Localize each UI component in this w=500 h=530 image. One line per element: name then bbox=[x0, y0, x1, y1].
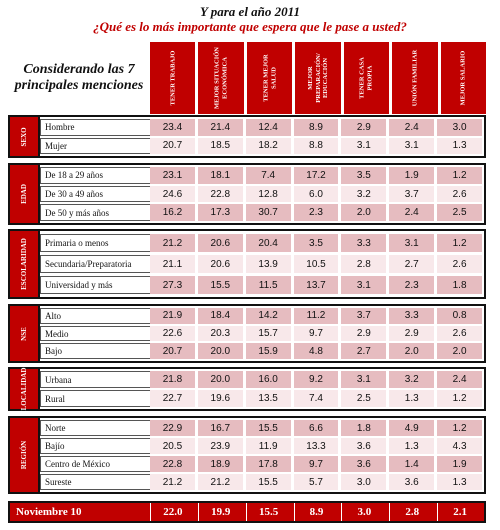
table-row bbox=[40, 204, 484, 221]
table-cell: 1.9 bbox=[437, 456, 482, 472]
table-cell: 13.5 bbox=[246, 390, 291, 407]
row-cells bbox=[150, 438, 484, 454]
table-cell: 15.5 bbox=[246, 420, 291, 436]
column-header: TENER MEJOR SALUD bbox=[247, 42, 292, 114]
total-row bbox=[8, 501, 486, 523]
table-cell: 1.2 bbox=[437, 420, 482, 436]
row-label: Bajo bbox=[40, 343, 150, 359]
row-label: De 18 a 29 años bbox=[40, 167, 150, 184]
table-cell: 3.3 bbox=[341, 234, 386, 252]
column-headers bbox=[150, 42, 486, 114]
table-cell: 21.4 bbox=[198, 119, 243, 136]
corner-label: Considerando las 7 principales menciones bbox=[14, 62, 144, 93]
row-cells bbox=[150, 186, 484, 203]
table-cell: 22.9 bbox=[150, 420, 195, 436]
row-label: Alto bbox=[40, 308, 150, 324]
table-cell: 2.7 bbox=[341, 343, 386, 359]
table-cell: 1.3 bbox=[437, 138, 482, 155]
table-cell: 30.7 bbox=[246, 204, 291, 221]
table-cell: 9.2 bbox=[294, 371, 339, 388]
table-cell: 2.0 bbox=[389, 343, 434, 359]
table-cell: 18.4 bbox=[198, 308, 243, 324]
table-cell: 20.6 bbox=[198, 234, 243, 252]
table-cell: 15.5 bbox=[198, 276, 243, 294]
table-row bbox=[40, 343, 484, 359]
column-header: TENER CASA PROPIA bbox=[344, 42, 389, 114]
table-cell: 23.4 bbox=[150, 119, 195, 136]
table-cell: 15.5 bbox=[246, 474, 291, 490]
row-cells bbox=[150, 390, 484, 407]
column-header: UNIÓN FAMILIAR bbox=[392, 42, 437, 114]
table-row bbox=[40, 255, 484, 273]
table-cell: 17.3 bbox=[198, 204, 243, 221]
table-cell: 2.4 bbox=[437, 371, 482, 388]
column-header: MEJOR SITUACIÓN ECONÓMICA bbox=[198, 42, 243, 114]
row-label: Urbana bbox=[40, 371, 150, 388]
column-header: MEJOR SALARIO bbox=[441, 42, 486, 114]
table-row bbox=[40, 308, 484, 324]
table-row bbox=[40, 186, 484, 203]
table-cell: 22.8 bbox=[198, 186, 243, 203]
table-cell: 20.3 bbox=[198, 326, 243, 342]
table-cell: 2.7 bbox=[389, 255, 434, 273]
table-cell: 2.3 bbox=[294, 204, 339, 221]
row-label: Hombre bbox=[40, 119, 150, 136]
table-cell: 23.1 bbox=[150, 167, 195, 184]
column-header: MEJOR PREPARACIÓN/ EDUCACIÓN bbox=[295, 42, 340, 114]
table-cell: 3.7 bbox=[389, 186, 434, 203]
table-cell: 18.2 bbox=[246, 138, 291, 155]
table-cell: 11.2 bbox=[294, 308, 339, 324]
table-row bbox=[40, 326, 484, 342]
total-cell: 19.9 bbox=[198, 503, 243, 521]
group-label: REGIÓN bbox=[10, 418, 40, 492]
table-cell: 16.0 bbox=[246, 371, 291, 388]
page-subtitle: ¿Qué es lo más importante que espera que le pase a usted? bbox=[93, 19, 407, 34]
table-cell: 3.3 bbox=[389, 308, 434, 324]
page-title: Y para el año 2011 bbox=[200, 4, 300, 19]
table-cell: 2.9 bbox=[341, 326, 386, 342]
table-row bbox=[40, 474, 484, 490]
group-rows bbox=[40, 165, 484, 223]
table-cell: 1.2 bbox=[437, 234, 482, 252]
group-rows bbox=[40, 418, 484, 492]
row-cells bbox=[150, 371, 484, 388]
row-label: Sureste bbox=[40, 474, 150, 490]
row-label: Rural bbox=[40, 390, 150, 407]
row-label: Norte bbox=[40, 420, 150, 436]
table-row bbox=[40, 138, 484, 155]
table-cell: 2.9 bbox=[389, 326, 434, 342]
table-cell: 21.8 bbox=[150, 371, 195, 388]
total-cell: 8.9 bbox=[294, 503, 339, 521]
row-label: De 50 y más años bbox=[40, 204, 150, 221]
table-cell: 4.9 bbox=[389, 420, 434, 436]
table-cell: 12.4 bbox=[246, 119, 291, 136]
table-row bbox=[40, 167, 484, 184]
row-group bbox=[8, 416, 486, 494]
table-cell: 22.8 bbox=[150, 456, 195, 472]
table-cell: 8.9 bbox=[294, 119, 339, 136]
table-cell: 2.8 bbox=[341, 255, 386, 273]
table-cell: 12.8 bbox=[246, 186, 291, 203]
row-cells bbox=[150, 138, 484, 155]
table-cell: 21.9 bbox=[150, 308, 195, 324]
row-cells bbox=[150, 308, 484, 324]
table-cell: 3.1 bbox=[341, 138, 386, 155]
table-cell: 24.6 bbox=[150, 186, 195, 203]
row-cells bbox=[150, 167, 484, 184]
table-cell: 3.6 bbox=[389, 474, 434, 490]
table-row bbox=[40, 438, 484, 454]
group-rows bbox=[40, 306, 484, 361]
table-cell: 2.4 bbox=[389, 119, 434, 136]
row-label: Mujer bbox=[40, 138, 150, 155]
group-label: NSE bbox=[10, 306, 40, 361]
table-cell: 20.5 bbox=[150, 438, 195, 454]
table-cell: 3.6 bbox=[341, 456, 386, 472]
table-cell: 0.8 bbox=[437, 308, 482, 324]
total-cell: 15.5 bbox=[246, 503, 291, 521]
row-label: Bajío bbox=[40, 438, 150, 454]
table-cell: 27.3 bbox=[150, 276, 195, 294]
table-cell: 9.7 bbox=[294, 326, 339, 342]
table-cell: 20.0 bbox=[198, 371, 243, 388]
row-cells bbox=[150, 420, 484, 436]
total-cell: 2.8 bbox=[389, 503, 434, 521]
table-cell: 21.2 bbox=[198, 474, 243, 490]
row-label: Secundaria/Preparatoria bbox=[40, 255, 150, 273]
row-cells bbox=[150, 204, 484, 221]
table-cell: 11.9 bbox=[246, 438, 291, 454]
table-row bbox=[40, 456, 484, 472]
group-rows bbox=[40, 369, 484, 409]
table-cell: 16.7 bbox=[198, 420, 243, 436]
table-cell: 13.9 bbox=[246, 255, 291, 273]
table-cell: 4.3 bbox=[437, 438, 482, 454]
row-label: Primaria o menos bbox=[40, 234, 150, 252]
total-cell: 3.0 bbox=[341, 503, 386, 521]
table-cell: 7.4 bbox=[246, 167, 291, 184]
table-row bbox=[40, 276, 484, 294]
group-label: SEXO bbox=[10, 117, 40, 156]
table-cell: 1.3 bbox=[437, 474, 482, 490]
table-cell: 2.9 bbox=[341, 119, 386, 136]
table-cell: 20.6 bbox=[198, 255, 243, 273]
table-cell: 3.7 bbox=[341, 308, 386, 324]
table-cell: 10.5 bbox=[294, 255, 339, 273]
group-label: ESCOLARIDAD bbox=[10, 231, 40, 297]
group-label: EDAD bbox=[10, 165, 40, 223]
row-cells bbox=[150, 119, 484, 136]
table-cell: 18.9 bbox=[198, 456, 243, 472]
row-group bbox=[8, 115, 486, 158]
table-cell: 2.5 bbox=[437, 204, 482, 221]
table-cell: 3.6 bbox=[341, 438, 386, 454]
table-cell: 13.3 bbox=[294, 438, 339, 454]
row-cells bbox=[150, 456, 484, 472]
table-cell: 3.1 bbox=[389, 234, 434, 252]
group-rows bbox=[40, 231, 484, 297]
table-cell: 20.7 bbox=[150, 138, 195, 155]
table-cell: 17.8 bbox=[246, 456, 291, 472]
row-label: De 30 a 49 años bbox=[40, 186, 150, 203]
table-cell: 5.7 bbox=[294, 474, 339, 490]
table-cell: 17.2 bbox=[294, 167, 339, 184]
table-cell: 1.4 bbox=[389, 456, 434, 472]
table-cell: 2.4 bbox=[389, 204, 434, 221]
row-group bbox=[8, 304, 486, 363]
table-cell: 21.2 bbox=[150, 234, 195, 252]
table-cell: 3.0 bbox=[437, 119, 482, 136]
table-cell: 2.6 bbox=[437, 255, 482, 273]
total-cells bbox=[150, 503, 484, 521]
table-cell: 6.0 bbox=[294, 186, 339, 203]
table-cell: 3.1 bbox=[389, 138, 434, 155]
table-cell: 3.2 bbox=[341, 186, 386, 203]
table-cell: 18.1 bbox=[198, 167, 243, 184]
table-cell: 8.8 bbox=[294, 138, 339, 155]
table-cell: 3.5 bbox=[294, 234, 339, 252]
table-cell: 3.1 bbox=[341, 276, 386, 294]
table-cell: 3.5 bbox=[341, 167, 386, 184]
table-row bbox=[40, 234, 484, 252]
total-cell: 22.0 bbox=[150, 503, 195, 521]
table-cell: 1.2 bbox=[437, 390, 482, 407]
table-cell: 3.0 bbox=[341, 474, 386, 490]
table-cell: 1.3 bbox=[389, 438, 434, 454]
row-cells bbox=[150, 255, 484, 273]
table-cell: 1.2 bbox=[437, 167, 482, 184]
table-cell: 1.9 bbox=[389, 167, 434, 184]
table-cell: 15.9 bbox=[246, 343, 291, 359]
table-cell: 16.2 bbox=[150, 204, 195, 221]
table-cell: 18.5 bbox=[198, 138, 243, 155]
table-cell: 2.3 bbox=[389, 276, 434, 294]
table-cell: 15.7 bbox=[246, 326, 291, 342]
row-cells bbox=[150, 343, 484, 359]
table-cell: 20.4 bbox=[246, 234, 291, 252]
column-header: TENER TRABAJO bbox=[150, 42, 195, 114]
row-group bbox=[8, 229, 486, 299]
table-cell: 1.8 bbox=[341, 420, 386, 436]
table-cell: 21.1 bbox=[150, 255, 195, 273]
row-group bbox=[8, 163, 486, 225]
table-cell: 6.6 bbox=[294, 420, 339, 436]
total-cell: 2.1 bbox=[437, 503, 482, 521]
table-cell: 7.4 bbox=[294, 390, 339, 407]
table-cell: 3.2 bbox=[389, 371, 434, 388]
table-cell: 19.6 bbox=[198, 390, 243, 407]
row-cells bbox=[150, 326, 484, 342]
table-row bbox=[40, 390, 484, 407]
table-cell: 4.8 bbox=[294, 343, 339, 359]
table-cell: 21.2 bbox=[150, 474, 195, 490]
table-cell: 22.6 bbox=[150, 326, 195, 342]
row-label: Centro de México bbox=[40, 456, 150, 472]
table-row bbox=[40, 420, 484, 436]
row-label: Universidad y más bbox=[40, 276, 150, 294]
row-cells bbox=[150, 276, 484, 294]
table-cell: 20.0 bbox=[198, 343, 243, 359]
table-cell: 2.6 bbox=[437, 326, 482, 342]
table-cell: 9.7 bbox=[294, 456, 339, 472]
total-label: Noviembre 10 bbox=[16, 506, 82, 518]
table-row bbox=[40, 119, 484, 136]
row-label: Medio bbox=[40, 326, 150, 342]
row-cells bbox=[150, 234, 484, 252]
table-cell: 14.2 bbox=[246, 308, 291, 324]
table-row bbox=[40, 371, 484, 388]
table-cell: 2.0 bbox=[437, 343, 482, 359]
table-cell: 13.7 bbox=[294, 276, 339, 294]
table-cell: 1.3 bbox=[389, 390, 434, 407]
row-cells bbox=[150, 474, 484, 490]
table-cell: 2.5 bbox=[341, 390, 386, 407]
table-cell: 2.0 bbox=[341, 204, 386, 221]
table-cell: 22.7 bbox=[150, 390, 195, 407]
group-label: LOCALIDAD bbox=[10, 369, 40, 409]
table-cell: 11.5 bbox=[246, 276, 291, 294]
table-cell: 2.6 bbox=[437, 186, 482, 203]
table-cell: 20.7 bbox=[150, 343, 195, 359]
group-rows bbox=[40, 117, 484, 156]
table-cell: 3.1 bbox=[341, 371, 386, 388]
table-cell: 1.8 bbox=[437, 276, 482, 294]
row-group bbox=[8, 367, 486, 411]
table-cell: 23.9 bbox=[198, 438, 243, 454]
